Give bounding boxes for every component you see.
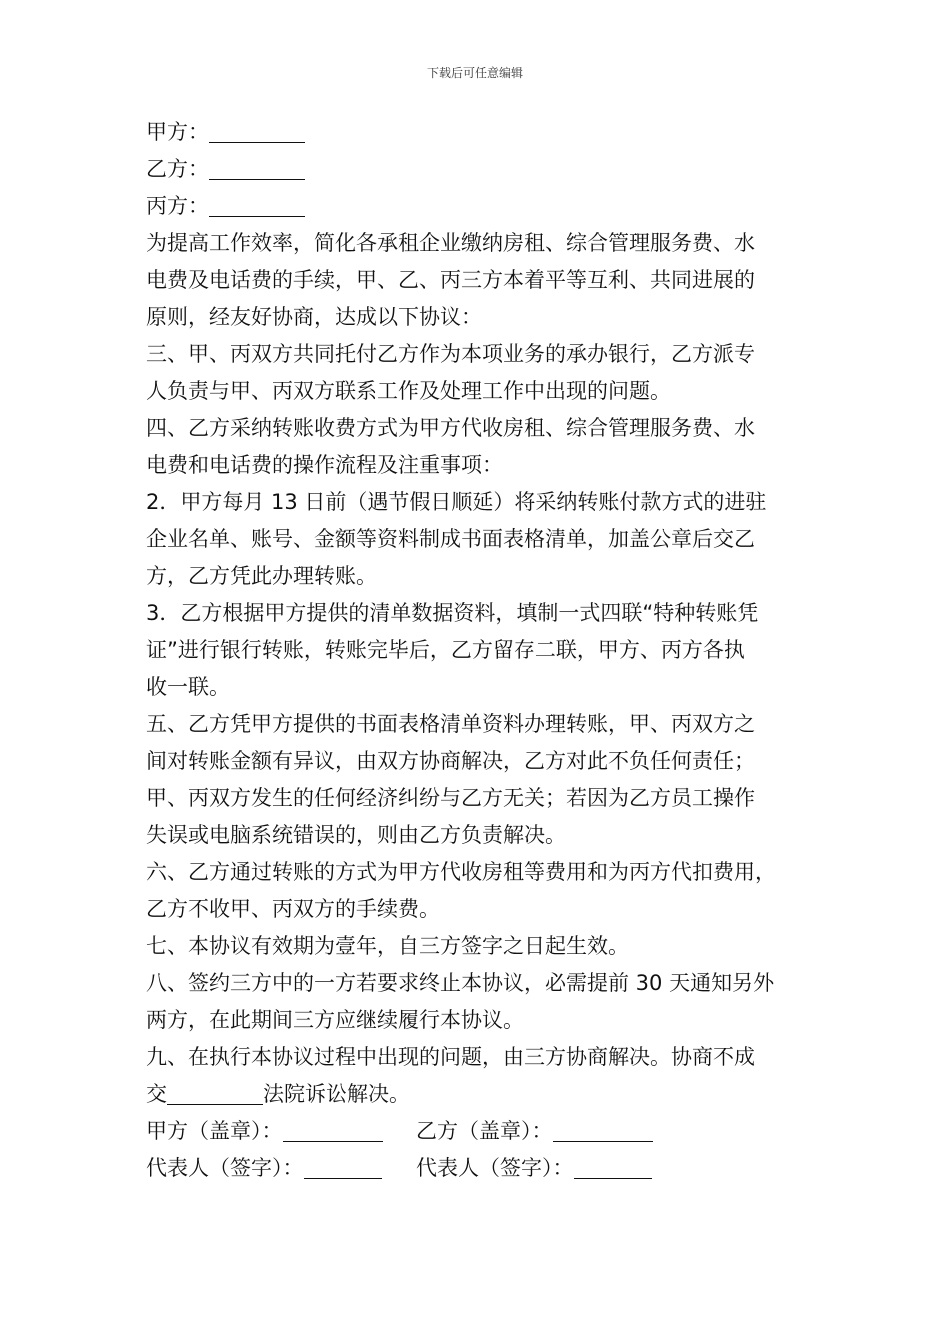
rep-b-cell <box>416 1150 652 1187</box>
seal-line <box>146 1113 826 1150</box>
body-line: 九、在执行本协议过程中出现的问题，由三方协商解决。协商不成 <box>146 1045 755 1069</box>
party-a-seal-cell <box>146 1113 416 1150</box>
rep-b-blank[interactable] <box>574 1154 652 1179</box>
party-a-label: 甲方： <box>146 120 209 144</box>
party-b-seal-blank[interactable] <box>553 1117 653 1142</box>
body-line: 失误或电脑系统错误的，则由乙方负责解决。 <box>146 823 566 847</box>
rep-a-blank[interactable] <box>304 1154 382 1179</box>
party-c-line <box>146 188 826 225</box>
body-line: 六、乙方通过转账的方式为甲方代收房租等费用和为丙方代扣费用， <box>146 860 776 884</box>
representative-line <box>146 1150 826 1187</box>
body-line: 方，乙方凭此办理转账。 <box>146 564 377 588</box>
rep-a-cell <box>146 1150 416 1187</box>
body-line: 原则，经友好协商，达成以下协议： <box>146 305 482 329</box>
court-blank[interactable] <box>167 1080 263 1105</box>
agreement-body <box>146 114 826 1187</box>
body-line: 企业名单、账号、金额等资料制成书面表格清单，加盖公章后交乙 <box>146 527 755 551</box>
body-line: 乙方不收甲、丙双方的手续费。 <box>146 897 440 921</box>
body-line: 四、乙方采纳转账收费方式为甲方代收房租、综合管理服务费、水 <box>146 416 755 440</box>
party-a-seal-blank[interactable] <box>283 1117 383 1142</box>
body-line: 甲、丙双方发生的任何经济纠纷与乙方无关；若因为乙方员工操作 <box>146 786 755 810</box>
party-c-label: 丙方： <box>146 194 209 218</box>
court-prefix: 交 <box>146 1082 167 1106</box>
party-b-label: 乙方： <box>146 157 209 181</box>
body-line: 五、乙方凭甲方提供的书面表格清单资料办理转账，甲、丙双方之 <box>146 712 755 736</box>
body-line: 间对转账金额有异议，由双方协商解决，乙方对此不负任何责任； <box>146 749 755 773</box>
body-line: 2．甲方每月 13 日前（遇节假日顺延）将采纳转账付款方式的进驻 <box>146 490 767 514</box>
body-line: 三、甲、丙双方共同托付乙方作为本项业务的承办银行，乙方派专 <box>146 342 755 366</box>
party-c-blank[interactable] <box>209 192 305 217</box>
body-line: 证”进行银行转账，转账完毕后，乙方留存二联，甲方、丙方各执 <box>146 638 745 662</box>
party-b-seal-cell <box>416 1113 653 1150</box>
court-line <box>146 1076 826 1113</box>
party-b-seal-label: 乙方（盖章）： <box>416 1119 553 1143</box>
body-line: 电费及电话费的手续，甲、乙、丙三方本着平等互利、共同进展的 <box>146 268 755 292</box>
page-header: 下载后可任意编辑 <box>426 66 523 80</box>
party-a-seal-label: 甲方（盖章）： <box>146 1119 283 1143</box>
body-line: 两方，在此期间三方应继续履行本协议。 <box>146 1008 524 1032</box>
party-a-blank[interactable] <box>209 118 305 143</box>
body-line: 为提高工作效率，简化各承租企业缴纳房租、综合管理服务费、水 <box>146 231 755 255</box>
body-line: 电费和电话费的操作流程及注重事项： <box>146 453 503 477</box>
body-line: 八、签约三方中的一方若要求终止本协议，必需提前 30 天通知另外 <box>146 971 775 995</box>
body-line: 3．乙方根据甲方提供的清单数据资料，填制一式四联“特种转账凭 <box>146 601 759 625</box>
body-line: 收一联。 <box>146 675 230 699</box>
court-suffix: 法院诉讼解决。 <box>263 1082 410 1106</box>
party-b-line <box>146 151 826 188</box>
party-b-blank[interactable] <box>209 155 305 180</box>
party-a-line <box>146 114 826 151</box>
body-line: 人负责与甲、丙双方联系工作及处理工作中出现的问题。 <box>146 379 671 403</box>
rep-a-label: 代表人（签字）： <box>146 1156 304 1180</box>
rep-b-label: 代表人（签字）： <box>416 1156 574 1180</box>
body-line: 七、本协议有效期为壹年，自三方签字之日起生效。 <box>146 934 629 958</box>
